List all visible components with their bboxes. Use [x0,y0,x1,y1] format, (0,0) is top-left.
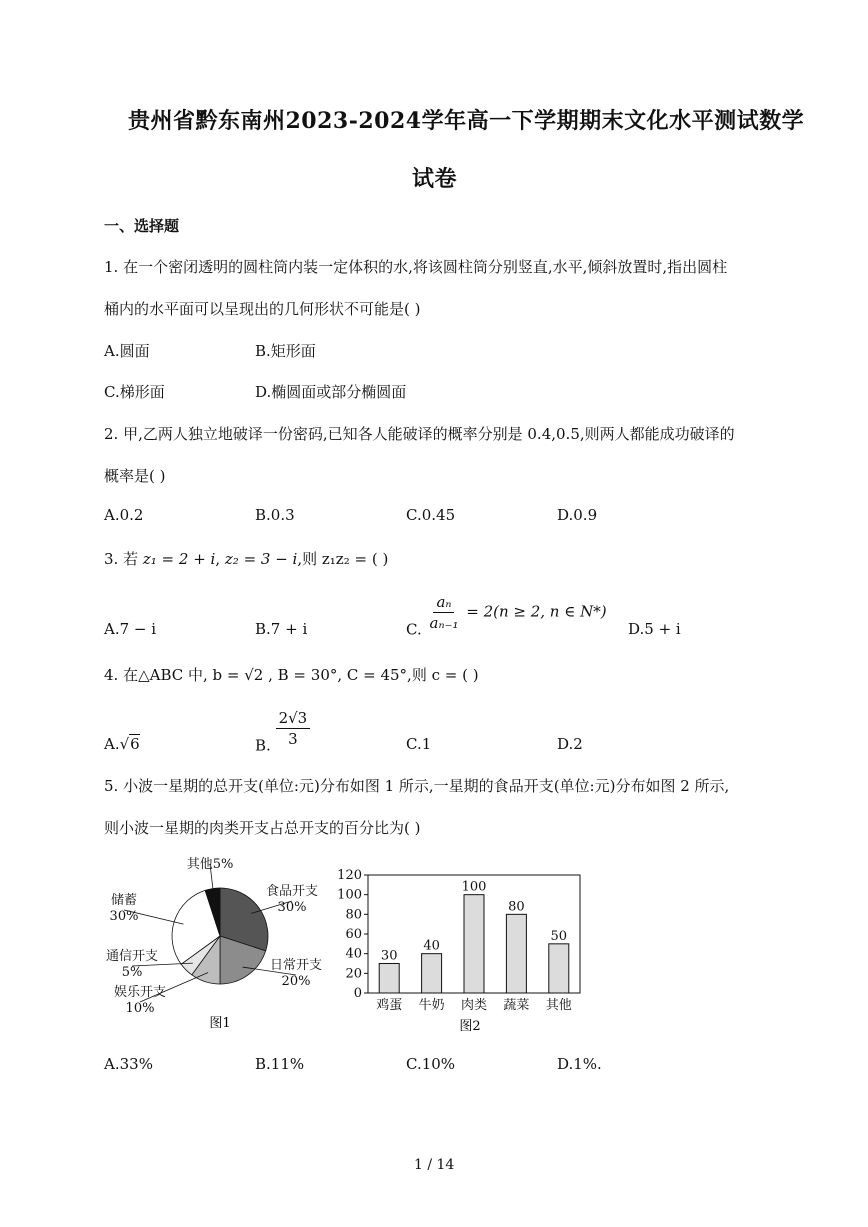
bar-category-label: 其他 [545,998,572,1013]
q3-option-c-rest: = 2(n ≥ 2, n ∈ N*) [466,602,607,621]
q5-line-2: 则小波一星期的肉类开支占总开支的百分比为( ) [104,819,421,837]
q3-z2: z₂ = 3 − i [224,550,298,568]
bar-value-label: 30 [380,948,398,964]
bar-value-label: 50 [550,928,568,944]
q3-ask: ,则 z₁z₂ = ( ) [297,550,389,568]
q5-line-1: 5. 小波一星期的总开支(单位:元)分布如图 1 所示,一星期的食品开支(单位:元)分布如图 2 所示, [104,777,730,795]
pie-slice-percent: 20% [281,974,311,989]
q5-option-d: D.1%. [557,1055,602,1073]
bar-category-label: 肉类 [460,998,488,1013]
y-tick-label: 60 [345,927,362,942]
q4-option-b-label: B. [255,736,271,755]
bar-value-label: 100 [461,879,487,895]
pie-chart-title: 图1 [209,1016,231,1030]
q2-line-2: 概率是( ) [104,467,166,485]
pie-slice-label: 食品开支 [265,884,319,899]
bar-category-label: 牛奶 [418,998,445,1013]
q4-option-a-label: A. [104,735,120,753]
bar-chart-figure-2 [334,862,584,1034]
y-tick-label: 40 [345,946,362,962]
section-heading: 一、选择题 [104,217,180,235]
q1-option-a: A.圆面 [104,342,150,360]
q3-option-c-label: C. [406,620,422,639]
y-tick-label: 80 [345,907,362,923]
bar-category-label: 鸡蛋 [376,998,403,1013]
q1-option-d: D.椭圆面或部分椭圆面 [255,383,407,401]
q3-option-a: A.7 − i [104,620,157,638]
pie-chart-figure-1 [96,850,340,1030]
bar-value-label: 80 [508,899,525,915]
pie-slice-percent: 5% [121,965,143,980]
q4-option-d: D.2 [557,735,583,753]
y-tick-label: 20 [345,966,362,982]
title-line-1: 贵州省黔东南州2023-2024学年高一下学期期末文化水平测试数学 [128,108,805,134]
q3-option-b: B.7 + i [255,620,308,638]
q4-option-b [255,708,310,755]
bar-category-label: 蔬菜 [503,998,530,1013]
bar-2 [422,954,442,993]
q4-option-a-radicand: 6 [130,735,140,753]
q3-option-c [406,592,607,639]
pie-slice-label: 通信开支 [105,949,159,964]
q2-line-1: 2. 甲,乙两人独立地破译一份密码,已知各人能破译的概率分别是 0.4,0.5,则两人都能成功破译的 [104,425,735,443]
q4-option-b-fraction [276,708,311,749]
title-line-2: 试卷 [412,166,458,192]
q4-option-b-numerator: 2√3 [276,708,311,729]
pie-slice-label: 其他5% [186,857,234,872]
q3-z1: z₁ = 2 + i [142,550,216,568]
pie-slice-percent: 30% [109,909,139,924]
pie-slice-label: 储蓄 [110,893,138,908]
y-tick-label: 100 [337,887,362,903]
pie-slice-label: 娱乐开支 [113,985,167,1000]
q3-option-c-fraction [427,592,462,633]
pie-slice-percent: 30% [277,900,307,915]
q2-option-c: C.0.45 [406,506,456,524]
bar-3 [464,895,484,993]
pie-slice-label: 日常开支 [269,958,323,973]
bar-4 [506,914,526,993]
q2-option-b: B.0.3 [255,506,295,524]
q5-option-b: B.11% [255,1055,305,1073]
q3-option-d: D.5 + i [628,620,681,638]
bar-chart-title: 图2 [459,1019,481,1034]
q2-option-d: D.0.9 [557,506,598,524]
q4-stem: 4. 在△ABC 中, b = √2 , B = 30°, C = 45°,则 c = ( ) [104,666,479,684]
q5-option-a: A.33% [104,1055,153,1073]
page-number: 1 / 14 [414,1157,455,1173]
pie-slice-percent: 10% [125,1001,155,1016]
q1-line-2: 桶内的水平面可以呈现出的几何形状不可能是( ) [104,300,421,318]
q1-option-c: C.梯形面 [104,383,165,401]
q3-stem: 3. 若 z₁ = 2 + i, z₂ = 3 − i,则 z₁z₂ = ( ) [104,550,389,568]
q1-line-1: 1. 在一个密闭透明的圆柱筒内装一定体积的水,将该圆柱筒分别竖直,水平,倾斜放置时,指出圆柱 [104,258,728,276]
q1-option-b: B.矩形面 [255,342,316,360]
q2-option-a: A.0.2 [104,506,144,524]
y-tick-label: 0 [353,986,362,1001]
q4-option-a [104,735,140,753]
bar-1 [379,964,399,994]
q3-option-c-numerator: aₙ [433,592,454,613]
bar-value-label: 40 [423,938,440,954]
bar-5 [549,944,569,993]
q3-prefix: 3. 若 [104,550,139,568]
q4-option-a-sqrt: √6 [119,735,140,753]
q3-option-c-denominator: aₙ₋₁ [429,614,459,632]
y-tick-label: 120 [337,868,362,883]
q4-option-b-denominator: 3 [288,730,298,748]
q4-option-c: C.1 [406,735,432,753]
q5-option-c: C.10% [406,1055,456,1073]
